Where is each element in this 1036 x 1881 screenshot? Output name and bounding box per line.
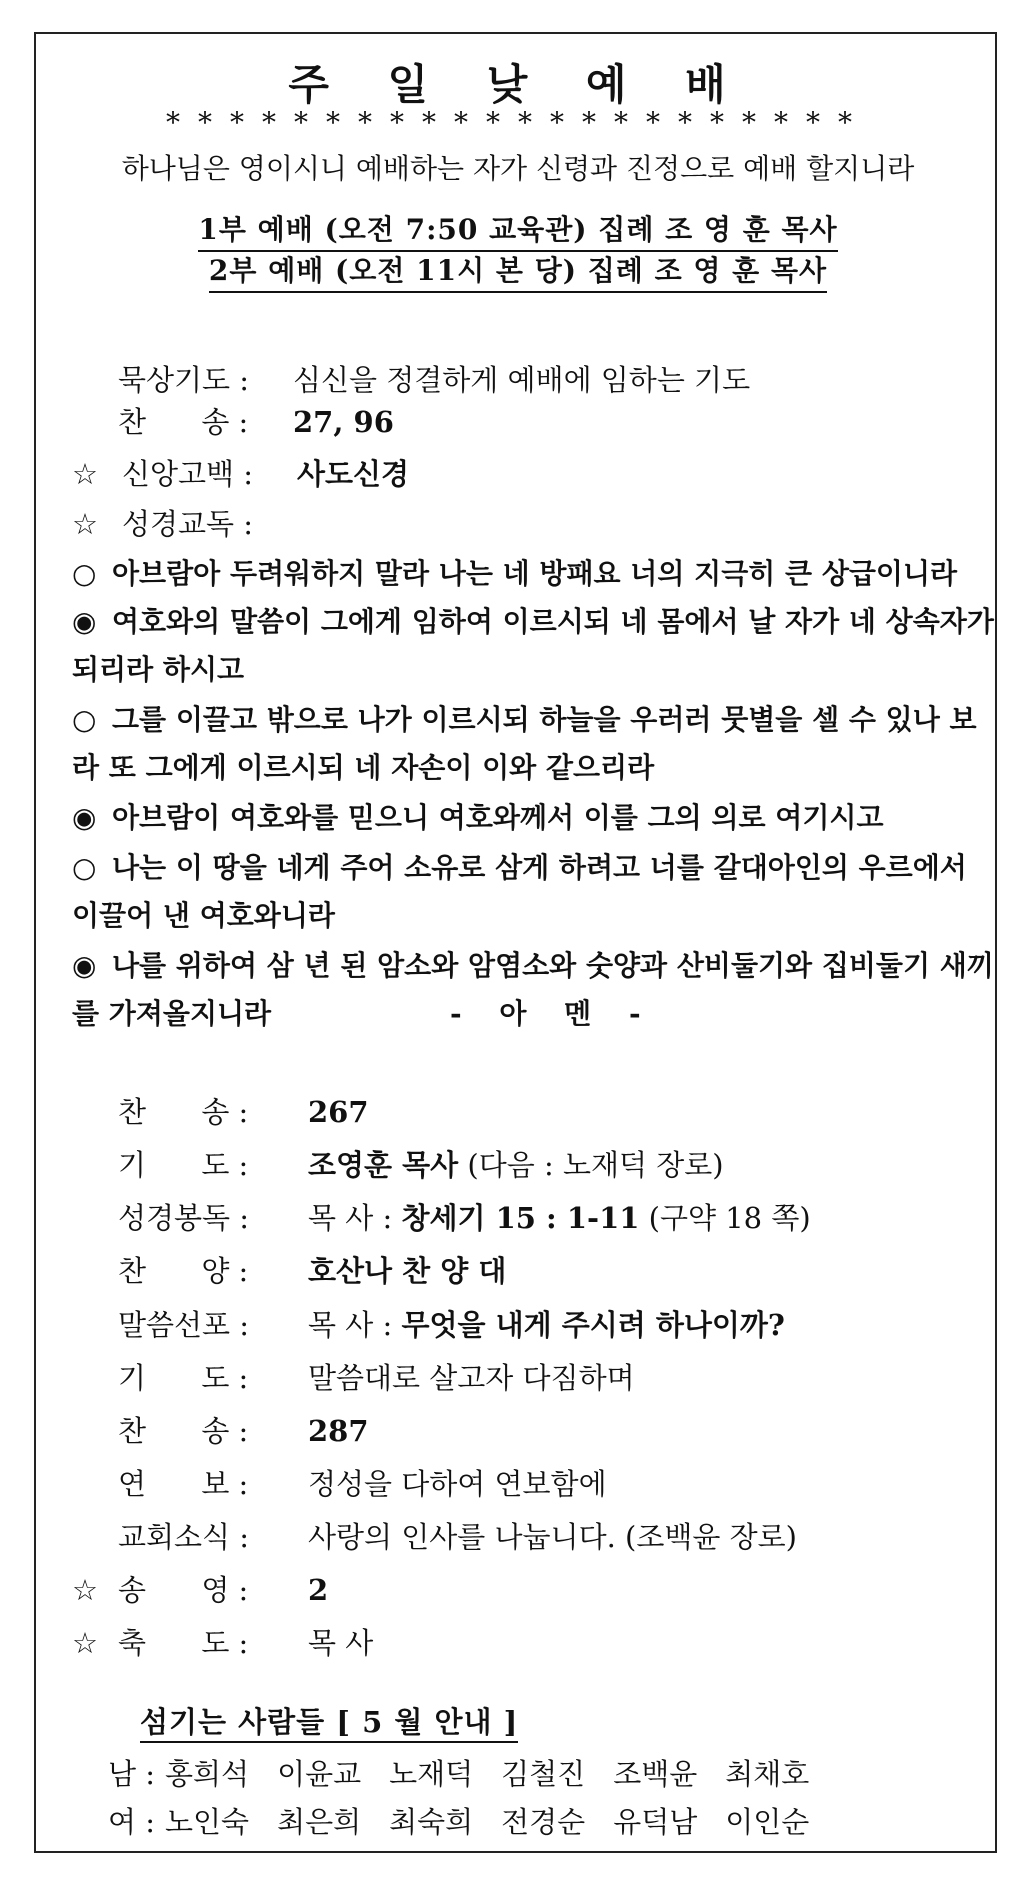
star-icon: ☆ xyxy=(72,507,98,541)
server-name: 노인숙 xyxy=(165,1805,250,1839)
order-label: 찬 송 : xyxy=(118,1095,249,1129)
reading-line: ○ 나는 이 땅을 네게 주어 소유로 삼게 하려고 너를 갈대아인의 우르에서 xyxy=(72,851,967,884)
reading-line: ○ 아브람아 두려워하지 말라 나는 네 방패요 너의 지극히 큰 상급이니라 xyxy=(72,557,958,590)
reading-line: ◉ 아브람이 여호와를 믿으니 여호와께서 이를 그의 의로 여기시고 xyxy=(72,801,884,834)
server-name: 조백윤 xyxy=(613,1757,698,1791)
reading-line-cont: 를 가져올지니라 xyxy=(72,997,272,1030)
order-value: 정성을 다하여 연보함에 xyxy=(308,1467,607,1501)
server-name: 유덕남 xyxy=(613,1805,698,1839)
order-value: 2 xyxy=(308,1573,329,1607)
order-value: 무엇을 내게 주시려 하나이까? xyxy=(401,1308,785,1342)
server-name: 노재덕 xyxy=(389,1757,474,1791)
order-row xyxy=(118,1356,635,1397)
order-value: (구약 18 쪽) xyxy=(639,1201,811,1235)
order-value: 목 사 : xyxy=(308,1201,402,1235)
creed-row xyxy=(72,452,409,493)
servers-title xyxy=(140,1700,518,1741)
service-second xyxy=(0,249,1036,293)
circle-icon: ○ xyxy=(72,851,97,884)
servers-row xyxy=(108,1800,809,1841)
order-label: 말씀선포 : xyxy=(118,1308,250,1342)
verse-line: 하나님은 영이시니 예배하는 자가 신령과 진정으로 예배 할지니라 xyxy=(121,152,915,185)
order-label: 기 도 : xyxy=(118,1361,249,1395)
order-label: 성경봉독 : xyxy=(118,1201,250,1235)
order-label: 축 도 : xyxy=(118,1626,249,1660)
order-row xyxy=(118,1143,724,1184)
reading-title xyxy=(72,502,253,543)
prelude-prayer-label: 묵상기도 : xyxy=(118,363,250,397)
reading-line-cont: 이끌어 낸 여호와니라 xyxy=(72,899,335,932)
servers-label: 여 : xyxy=(108,1805,156,1839)
order-row xyxy=(118,1409,369,1450)
order-value: 목 사 : xyxy=(308,1308,402,1342)
order-label: 찬 양 : xyxy=(118,1254,249,1288)
amen: - 아 멘 - xyxy=(450,997,655,1030)
star-icon: ☆ xyxy=(72,1626,98,1660)
servers-label: 남 : xyxy=(108,1757,156,1791)
order-row xyxy=(118,1462,607,1503)
reading-line: ◉ 나를 위하여 삼 년 된 암소와 암염소와 숫양과 산비둘기와 집비둘기 새끼 xyxy=(72,949,994,982)
server-name: 최은희 xyxy=(277,1805,362,1839)
filled-circle-icon: ◉ xyxy=(72,801,97,834)
order-label: 연 보 : xyxy=(118,1467,249,1501)
reading-line: ○ 그를 이끌고 밖으로 나가 이르시되 하늘을 우러러 뭇별을 셀 수 있나 보 xyxy=(72,703,977,736)
service-first xyxy=(0,208,1036,252)
prelude-prayer xyxy=(118,358,750,399)
order-value: (다음 : 노재덕 장로) xyxy=(458,1148,724,1182)
prelude-hymn-label: 찬 송 : xyxy=(118,405,249,439)
creed-label: 신앙고백 : xyxy=(122,457,254,491)
order-value: 사랑의 인사를 나눕니다. (조백윤 장로) xyxy=(308,1520,797,1554)
server-name: 전경순 xyxy=(501,1805,586,1839)
order-value: 목 사 xyxy=(308,1626,374,1660)
prelude-hymn xyxy=(118,400,394,441)
order-value: 287 xyxy=(308,1414,369,1448)
order-row xyxy=(118,1090,369,1131)
star-icon: ☆ xyxy=(72,1573,98,1607)
page-title: 주 일 낮 예 배 xyxy=(288,60,748,109)
order-label: 기 도 : xyxy=(118,1148,249,1182)
reading-line: ◉ 여호와의 말씀이 그에게 임하여 이르시되 네 몸에서 날 자가 네 상속자가 xyxy=(72,605,994,638)
order-value: 조영훈 목사 xyxy=(308,1148,459,1182)
service-second-text: 2부 예배 (오전 11시 본 당) 집례 조 영 훈 목사 xyxy=(209,249,827,293)
star-icon: ☆ xyxy=(72,457,98,491)
server-name: 홍희석 xyxy=(165,1757,250,1791)
service-first-text: 1부 예배 (오전 7:50 교육관) 집례 조 영 훈 목사 xyxy=(198,208,837,252)
order-row xyxy=(118,1196,811,1237)
order-row xyxy=(72,1621,373,1662)
circle-icon: ○ xyxy=(72,557,97,590)
filled-circle-icon: ◉ xyxy=(72,949,97,982)
server-name: 최채호 xyxy=(725,1757,810,1791)
reading-line-cont: 되리라 하시고 xyxy=(72,653,245,686)
order-row xyxy=(118,1249,506,1290)
order-value: 말씀대로 살고자 다짐하며 xyxy=(308,1361,635,1395)
prelude-prayer-value: 심신을 정결하게 예배에 임하는 기도 xyxy=(293,363,751,397)
order-value: 267 xyxy=(308,1095,369,1129)
filled-circle-icon: ◉ xyxy=(72,605,97,638)
circle-icon: ○ xyxy=(72,703,97,736)
order-row xyxy=(118,1303,785,1344)
order-value: 호산나 찬 양 대 xyxy=(308,1254,507,1288)
server-name: 김철진 xyxy=(501,1757,586,1791)
server-name: 최숙희 xyxy=(389,1805,474,1839)
server-name: 이윤교 xyxy=(277,1757,362,1791)
servers-row xyxy=(108,1752,809,1793)
creed-value: 사도신경 xyxy=(297,457,410,491)
order-label: 찬 송 : xyxy=(118,1414,249,1448)
order-row xyxy=(72,1568,328,1609)
reading-line-cont: 라 또 그에게 이르시되 네 자손이 이와 같으리라 xyxy=(72,751,655,784)
order-label: 교회소식 : xyxy=(118,1520,250,1554)
order-row xyxy=(118,1515,797,1556)
order-label: 송 영 : xyxy=(118,1573,249,1607)
server-name: 이인순 xyxy=(725,1805,810,1839)
prelude-hymn-value: 27, 96 xyxy=(293,405,394,439)
star-divider: ********************** xyxy=(166,106,870,139)
servers-title-text: 섬기는 사람들 [ 5 월 안내 ] xyxy=(140,1705,518,1743)
reading-title-label: 성경교독 : xyxy=(122,507,254,541)
order-value: 창세기 15 : 1-11 xyxy=(401,1201,640,1235)
